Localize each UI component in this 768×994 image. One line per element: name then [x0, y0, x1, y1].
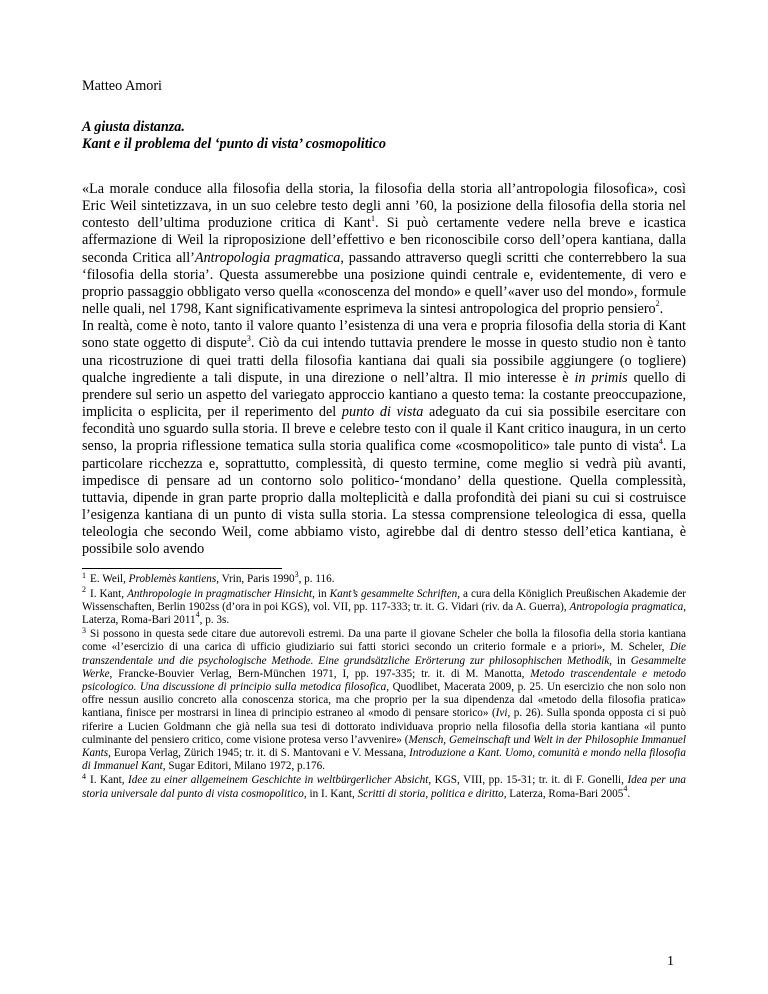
footnote-ref-1[interactable]: 1	[370, 213, 375, 223]
italic-run: Metodo trascendentale e metodo psicologico. Una discussione di principio sulla metodica filosofica	[82, 667, 687, 694]
text-run: . La particolare ricchezza e, soprattutto, complessità, di questo termine, come meglio si vedrà più avanti, impedisce di pensare ad un contorno solo politico-‘mondano’ della questione. Quella complessità, tuttavia, dipende in gran parte proprio dalla molteplicità e dalla profondità dei piani su cui si costruisce l’esigenza kantiana di un punto di vista sulla storia. La stessa comprensione teleologica di essa, quella teleologia che secondo Weil, come abbiamo visto, agirebbe dal di dentro stesso dell’etica kantiana, è possibile solo avendo	[82, 438, 687, 558]
article-title	[82, 119, 686, 153]
text-run: , in	[312, 587, 330, 600]
text-run: , Laterza, Roma-Bari 2005	[503, 787, 624, 800]
italic-run: Antropologia pragmatica	[569, 600, 684, 613]
italic-run: Scritti di storia, politica e diritto	[357, 787, 504, 800]
italic-run: Anthropologie in pragmatischer Hinsicht	[127, 587, 313, 600]
edition-sup: 3	[294, 569, 299, 579]
text-run: I. Kant,	[90, 774, 129, 787]
italic-run: Ivi	[495, 707, 508, 720]
footnote-ref-4[interactable]: 4	[658, 436, 663, 446]
italic-run: Antropologia pragmatica	[194, 249, 341, 266]
italic-run: Die transzendentale und die psychologische Methode. Eine grundsätzliche Erörterung zur philosophischen Methodik	[82, 641, 686, 667]
italic-run: Idea per una storia universale dal punto di vista cosmopolitico	[82, 774, 686, 800]
text-run: , Francke-Bouvier Verlag, Bern-München 1971, I, pp. 197-335; tr. it. di M. Manotta,	[109, 667, 531, 680]
italic-run: Kant’s gesammelte Schriften	[329, 587, 458, 600]
text-run: .	[627, 787, 631, 800]
text-run: , KGS, VIII, pp. 15-31; tr. it. di F. Gonelli,	[428, 774, 628, 787]
page-number: 1	[667, 954, 674, 969]
text-run: , a cura della Königlich Preußischen Akademie der Wissenschaften, Berlin 1902ss (d’ora in poi KGS), vol. VII, pp. 117-333; tr. it. G. Vidari (riv. da A. Guerra),	[82, 587, 687, 613]
footnote-2	[82, 584, 687, 628]
paragraph-2	[82, 318, 686, 558]
text-run: quello di prendere sul serio un aspetto del variegato approccio kantiano a questo tema: la costante preoccupazione, implicita o esplicita, per il reperimento del	[82, 369, 686, 421]
edition-sup: 4	[195, 610, 200, 620]
paragraph-1: «La morale conduce alla filosofia della storia, la filosofia della storia all’antropologia filosofica», così Eric Weil sintetizzava, in un suo celebre testo degli anni ’60, la posizione della filosofia della storia nel contesto dell’ultima produzione critica di Kant$^1$. Si può certamente vedere nella breve e icastica affermazione di Weil la riproposizione dell’effettivo e ben riconoscibile corso dell’opera kantiana, dalla seconda Critica all’Antropologia pragmatica, passando attraverso quegli scritti che conterrebbero la sua ‘filosofia della storia’. Questa assumerebbe una posizione quindi centrale e, evidentemente, di vero e proprio passaggio obbligato verso quella «conoscenza del mondo» e quell’«aver uso del mondo», formule nelle quali, nel 1798, Kant significativamente esprimeva la sintesi antropologica del proprio pensiero$^2$.	[82, 181, 686, 318]
italic-run: Gesammelte Werke	[82, 654, 686, 680]
text-run: «La morale conduce alla filosofia della storia, la filosofia della storia all’antropologia filosofica», così Eric Weil sintetizzava, in un suo celebre testo degli anni ’60, la posizione della filosofia della storia nel contesto dell’ultima produzione critica di Kant	[82, 181, 686, 232]
footnote-3	[82, 625, 687, 773]
italic-run: Introduzione a Kant. Uomo, comunità e mondo nella filosofia di Immanuel Kant	[82, 747, 686, 773]
title-line-1: A giusta distanza.	[82, 119, 185, 135]
page	[82, 78, 686, 802]
footnote-number: 2	[82, 584, 86, 594]
text-run: adeguato da cui sia possibile esercitare con fecondità uno sguardo sulla storia. Il breve e celebre testo con il quale il Kant critico inaugura, in un certo senso, la propria riflessione tematica sulla storia qualifica come «cosmopolitico» tale punto di vista	[82, 404, 686, 455]
footnote-4	[82, 771, 686, 800]
italic-run: punto di vista	[341, 404, 424, 421]
text-run: I. Kant,	[90, 587, 128, 600]
text-run: . Si può certamente vedere nella breve e icastica affermazione di Weil la riproposizione dell’effettivo e ben riconoscibile corso dell’opera kantiana, dalla seconda Critica all’	[82, 215, 686, 266]
italic-run: Mensch, Gemeinschaft und Welt in der Philosophie Immanuel Kants	[82, 733, 686, 760]
footnotes	[82, 569, 687, 800]
text-run: , Laterza, Roma-Bari 2011	[82, 600, 686, 627]
text-run: , passando attraverso quegli scritti che conterrebbero la sua ‘filosofia della storia’. Questa assumerebbe una posizione quindi centrale e, evidentemente, di vero e proprio passaggio obbligato verso quella «conoscenza del mondo» e quell’«aver uso del mondo», formule nelle quali, nel 1798, Kant significativamente esprimeva la sintesi antropologica del proprio pensiero	[82, 249, 686, 318]
footnote-ref-3[interactable]: 3	[246, 333, 251, 343]
text-run: . Ciò da cui intendo tuttavia prendere le mosse in questo studio non è tanto una ricostruzione di quei tratti della filosofia kantiana dai quali sia possibile aggiungere (o togliere) qualche ingrediente a tali dispute, in una direzione o nell’altra. Il mio interesse è	[82, 335, 686, 386]
text-run: , Quodlibet, Macerata 2009, p. 25. Un esercizio che non solo non offre nessun ausilio concreto alla conoscenza storica, ma che proprio per la sua dipendenza dal «metodo della filosofia pratica» kantiana, finisce per mostrarsi in linea di principio estraneo al «modo di pensare storico» (	[82, 681, 687, 720]
italic-run: Idee zu einer allgemeinem Geschichte in weltbürgerlicher Absicht	[128, 774, 429, 787]
footnote-separator	[82, 568, 282, 569]
author-name: Matteo Amori	[82, 78, 162, 94]
text-run: , in	[609, 654, 631, 667]
text-run: , p. 116.	[298, 573, 335, 586]
text-run: E. Weil,	[90, 573, 129, 586]
footnote-number: 3	[82, 625, 86, 635]
text-run: , Vrin, Paris 1990	[216, 573, 295, 586]
text-run: Si possono in questa sede citare due autorevoli estremi. Da una parte il giovane Scheler che bolla la filosofia della storia kantiana come «l’esercizio di una carica di ufficio giudiziario sui fatti storici secondo un criterio formale e a priori», M. Scheler,	[82, 628, 686, 654]
title-line-2: Kant e il problema del ‘punto di vista’ cosmopolitico	[82, 136, 386, 152]
footnote-1	[82, 569, 686, 586]
italic-run: in primis	[574, 369, 628, 386]
body-text	[82, 181, 686, 558]
text-run: In realtà, come è noto, tanto il valore quanto l’esistenza di una vera e propria filosofia della storia di Kant sono state oggetto di dispute	[82, 318, 686, 352]
text-run: , in I. Kant,	[303, 787, 358, 800]
footnote-ref-2[interactable]: 2	[655, 299, 660, 309]
italic-run: Problemès kantiens	[128, 573, 217, 586]
text-run: , p. 26). Sulla sponda opposta ci si può riferire a Lucien Goldmann che già nella sua tesi di dottorato individuava proprio nella filosofia della storia kantiana «il punto culminante del pensiero critico, come visione protesa verso l’avvenire» (	[82, 707, 686, 746]
text-run: , p. 3s.	[199, 614, 230, 627]
footnote-number: 4	[82, 771, 86, 781]
edition-sup: 4	[623, 783, 628, 793]
footnote-number: 1	[82, 570, 86, 580]
text-run: , Sugar Editori, Milano 1972, p.176.	[162, 760, 326, 773]
text-run: , Europa Verlag, Zürich 1945; tr. it. di S. Mantovani e V. Messana,	[108, 747, 410, 760]
